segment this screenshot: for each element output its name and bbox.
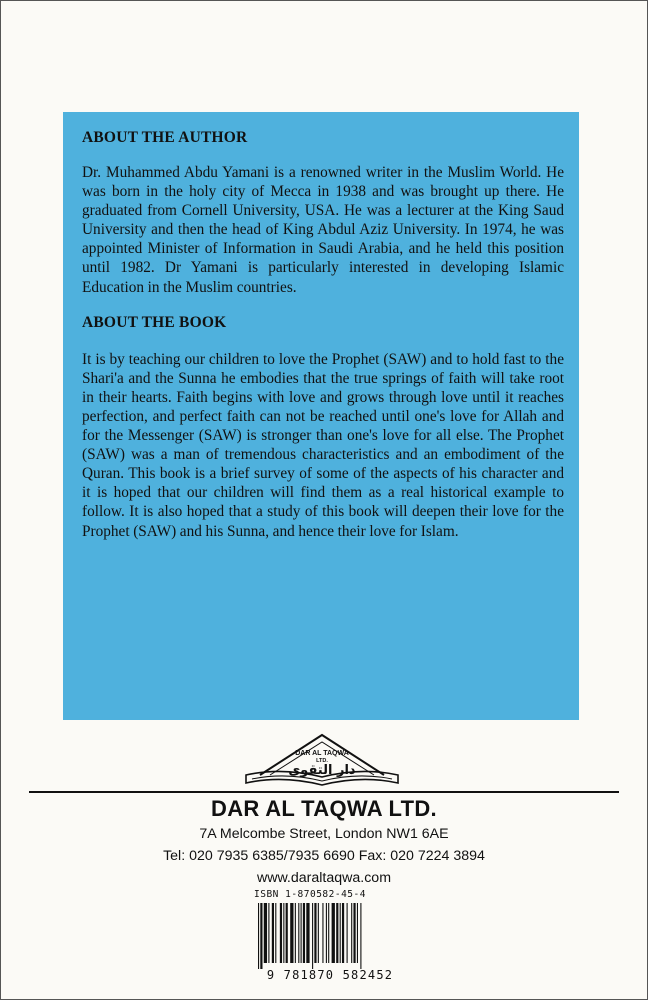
barcode-bar <box>303 903 305 963</box>
divider-rule <box>29 791 619 793</box>
barcode-bar <box>347 903 348 963</box>
barcode-bar <box>312 903 313 969</box>
about-book-text: It is by teaching our children to love the Prophet (SAW) and to hold fast to the Shari'a and the Sunna he embodies that the true springs of faith will take root in their hearts. Faith begins with love and grows through love until it reaches perfection, and perfect faith can not be reached until one's love for Allah and for the Messenger (SAW) is stronger than one's love for all else. The Prophet (SAW) was a man of tremendous characteristics and an embodiment of the Quran. This book is a brief survey of some of the aspects of his character and it is hoped that our children will find them as a real historical example to follow. It is also hoped that a study of this book will deepen their love for the Prophet (SAW) and his Sunna, and hence their love for Islam. <box>82 350 564 540</box>
publisher-address: 7A Melcombe Street, London NW1 6AE <box>199 826 449 842</box>
barcode-bar <box>360 903 361 969</box>
barcode-bar <box>326 903 327 963</box>
barcode-bar <box>290 903 293 963</box>
barcode-bar <box>340 903 341 963</box>
publisher-website: www.daraltaqwa.com <box>256 870 392 886</box>
barcode-bar <box>322 903 323 963</box>
barcode-bar <box>272 903 274 963</box>
barcode-bar <box>314 903 316 963</box>
about-author-text: Dr. Muhammed Abdu Yamani is a renowned writer in the Muslim World. He was born in the holy city of Mecca in 1938 and was brought up there. He graduated from Cornell University, USA. He was a lecturer at the King Saud University and then the head of King Abdul Aziz University. In 1974, he was appointed Minister of Information in Saudi Arabia, and he held this position until 1982. Dr Yamani is particularly interested in developing Islamic Education in the Muslim countries. <box>82 164 564 296</box>
publisher-name: DAR AL TAQWA LTD. <box>211 796 437 821</box>
logo-arabic: دار التقوى <box>288 763 356 778</box>
barcode-bar <box>275 903 276 963</box>
barcode-bar <box>306 903 309 963</box>
barcode-bar <box>260 903 262 969</box>
barcode-bar <box>328 903 329 963</box>
barcode-bar <box>336 903 338 963</box>
barcode-digits: 9 781870 582452 <box>266 968 394 982</box>
about-author-heading: ABOUT THE AUTHOR <box>82 129 248 146</box>
barcode-bar <box>286 903 288 963</box>
barcode-bar <box>268 903 269 963</box>
barcode-graphic <box>250 903 410 969</box>
barcode-bar <box>264 903 267 963</box>
barcode-bar <box>318 903 319 963</box>
barcode-bar <box>298 903 299 963</box>
barcode-bar <box>283 903 284 963</box>
barcode-bar <box>357 903 358 963</box>
barcode-bar <box>342 903 344 963</box>
about-book-heading: ABOUT THE BOOK <box>82 313 227 331</box>
barcode-block <box>250 889 410 989</box>
barcode-bar <box>353 903 355 963</box>
barcode-bar <box>351 903 352 963</box>
barcode-bar <box>301 903 302 963</box>
logo-text-ltd: LTD. <box>316 758 328 764</box>
info-panel <box>63 112 579 720</box>
barcode-bar <box>280 903 282 963</box>
publisher-logo <box>242 731 402 791</box>
logo-text-top: DAR AL TAQWA <box>295 750 349 757</box>
isbn-label: ISBN 1-870582-45-4 <box>254 889 366 900</box>
barcode-bar <box>258 903 259 969</box>
publisher-contact: Tel: 020 7935 6385/7935 6690 Fax: 020 7224 3894 <box>163 848 485 864</box>
barcode-bar <box>332 903 335 963</box>
barcode-bar <box>295 903 296 963</box>
